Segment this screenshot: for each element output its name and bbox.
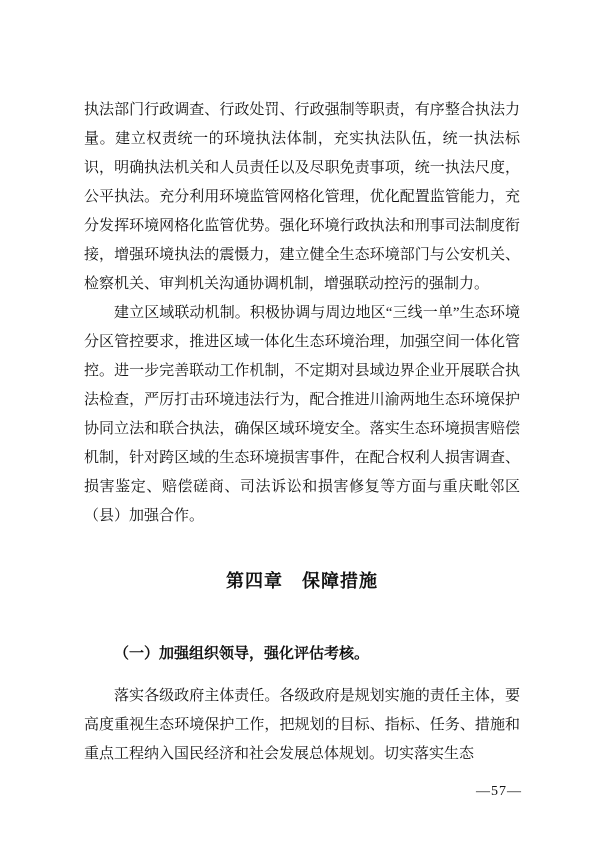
body-paragraph: 建立区域联动机制。积极协调与周边地区“三线一单”生态环境分区管控要求，推进区域一体化生态环境治理，加强空间一体化管控。进一步完善联动工作机制，不定期对县域边界企业开展联合执法检查，严厉打击环境违法行为，配合推进川渝两地生态环境保护协同立法和联合执法，确保区域环境安全。落实生态环境损害赔偿机制，针对跨区域的生态环境损害事件，在配合权利人损害调查、损害鉴定、赔偿磋商、司法诉讼和损害修复等方面与重庆毗邻区（县）加强合作。	[84, 305, 520, 524]
document-body	[84, 96, 520, 769]
page-number: —57—	[476, 784, 522, 799]
chapter-heading: 第四章 保障措施	[226, 571, 378, 591]
section-heading: （一）加强组织领导，强化评估考核。	[114, 646, 370, 662]
body-paragraph: 落实各级政府主体责任。各级政府是规划实施的责任主体，要高度重视生态环境保护工作，把规划的目标、指标、任务、措施和重点工程纳入国民经济和社会发展总体规划。切实落实生态	[84, 688, 520, 762]
body-paragraph-continuation: 执法部门行政调查、行政处罚、行政强制等职责，有序整合执法力量。建立权责统一的环境执法体制，充实执法队伍，统一执法标识，明确执法机关和人员责任以及尽职免责事项，统一执法尺度，公平执法。充分利用环境监管网格化管理，优化配置监管能力，充分发挥环境网格化监管优势。强化环境行政执法和刑事司法制度衔接，增强环境执法的震慑力，建立健全生态环境部门与公安机关、检察机关、审判机关沟通协调机制，增强联动控污的强制力。	[84, 102, 520, 292]
